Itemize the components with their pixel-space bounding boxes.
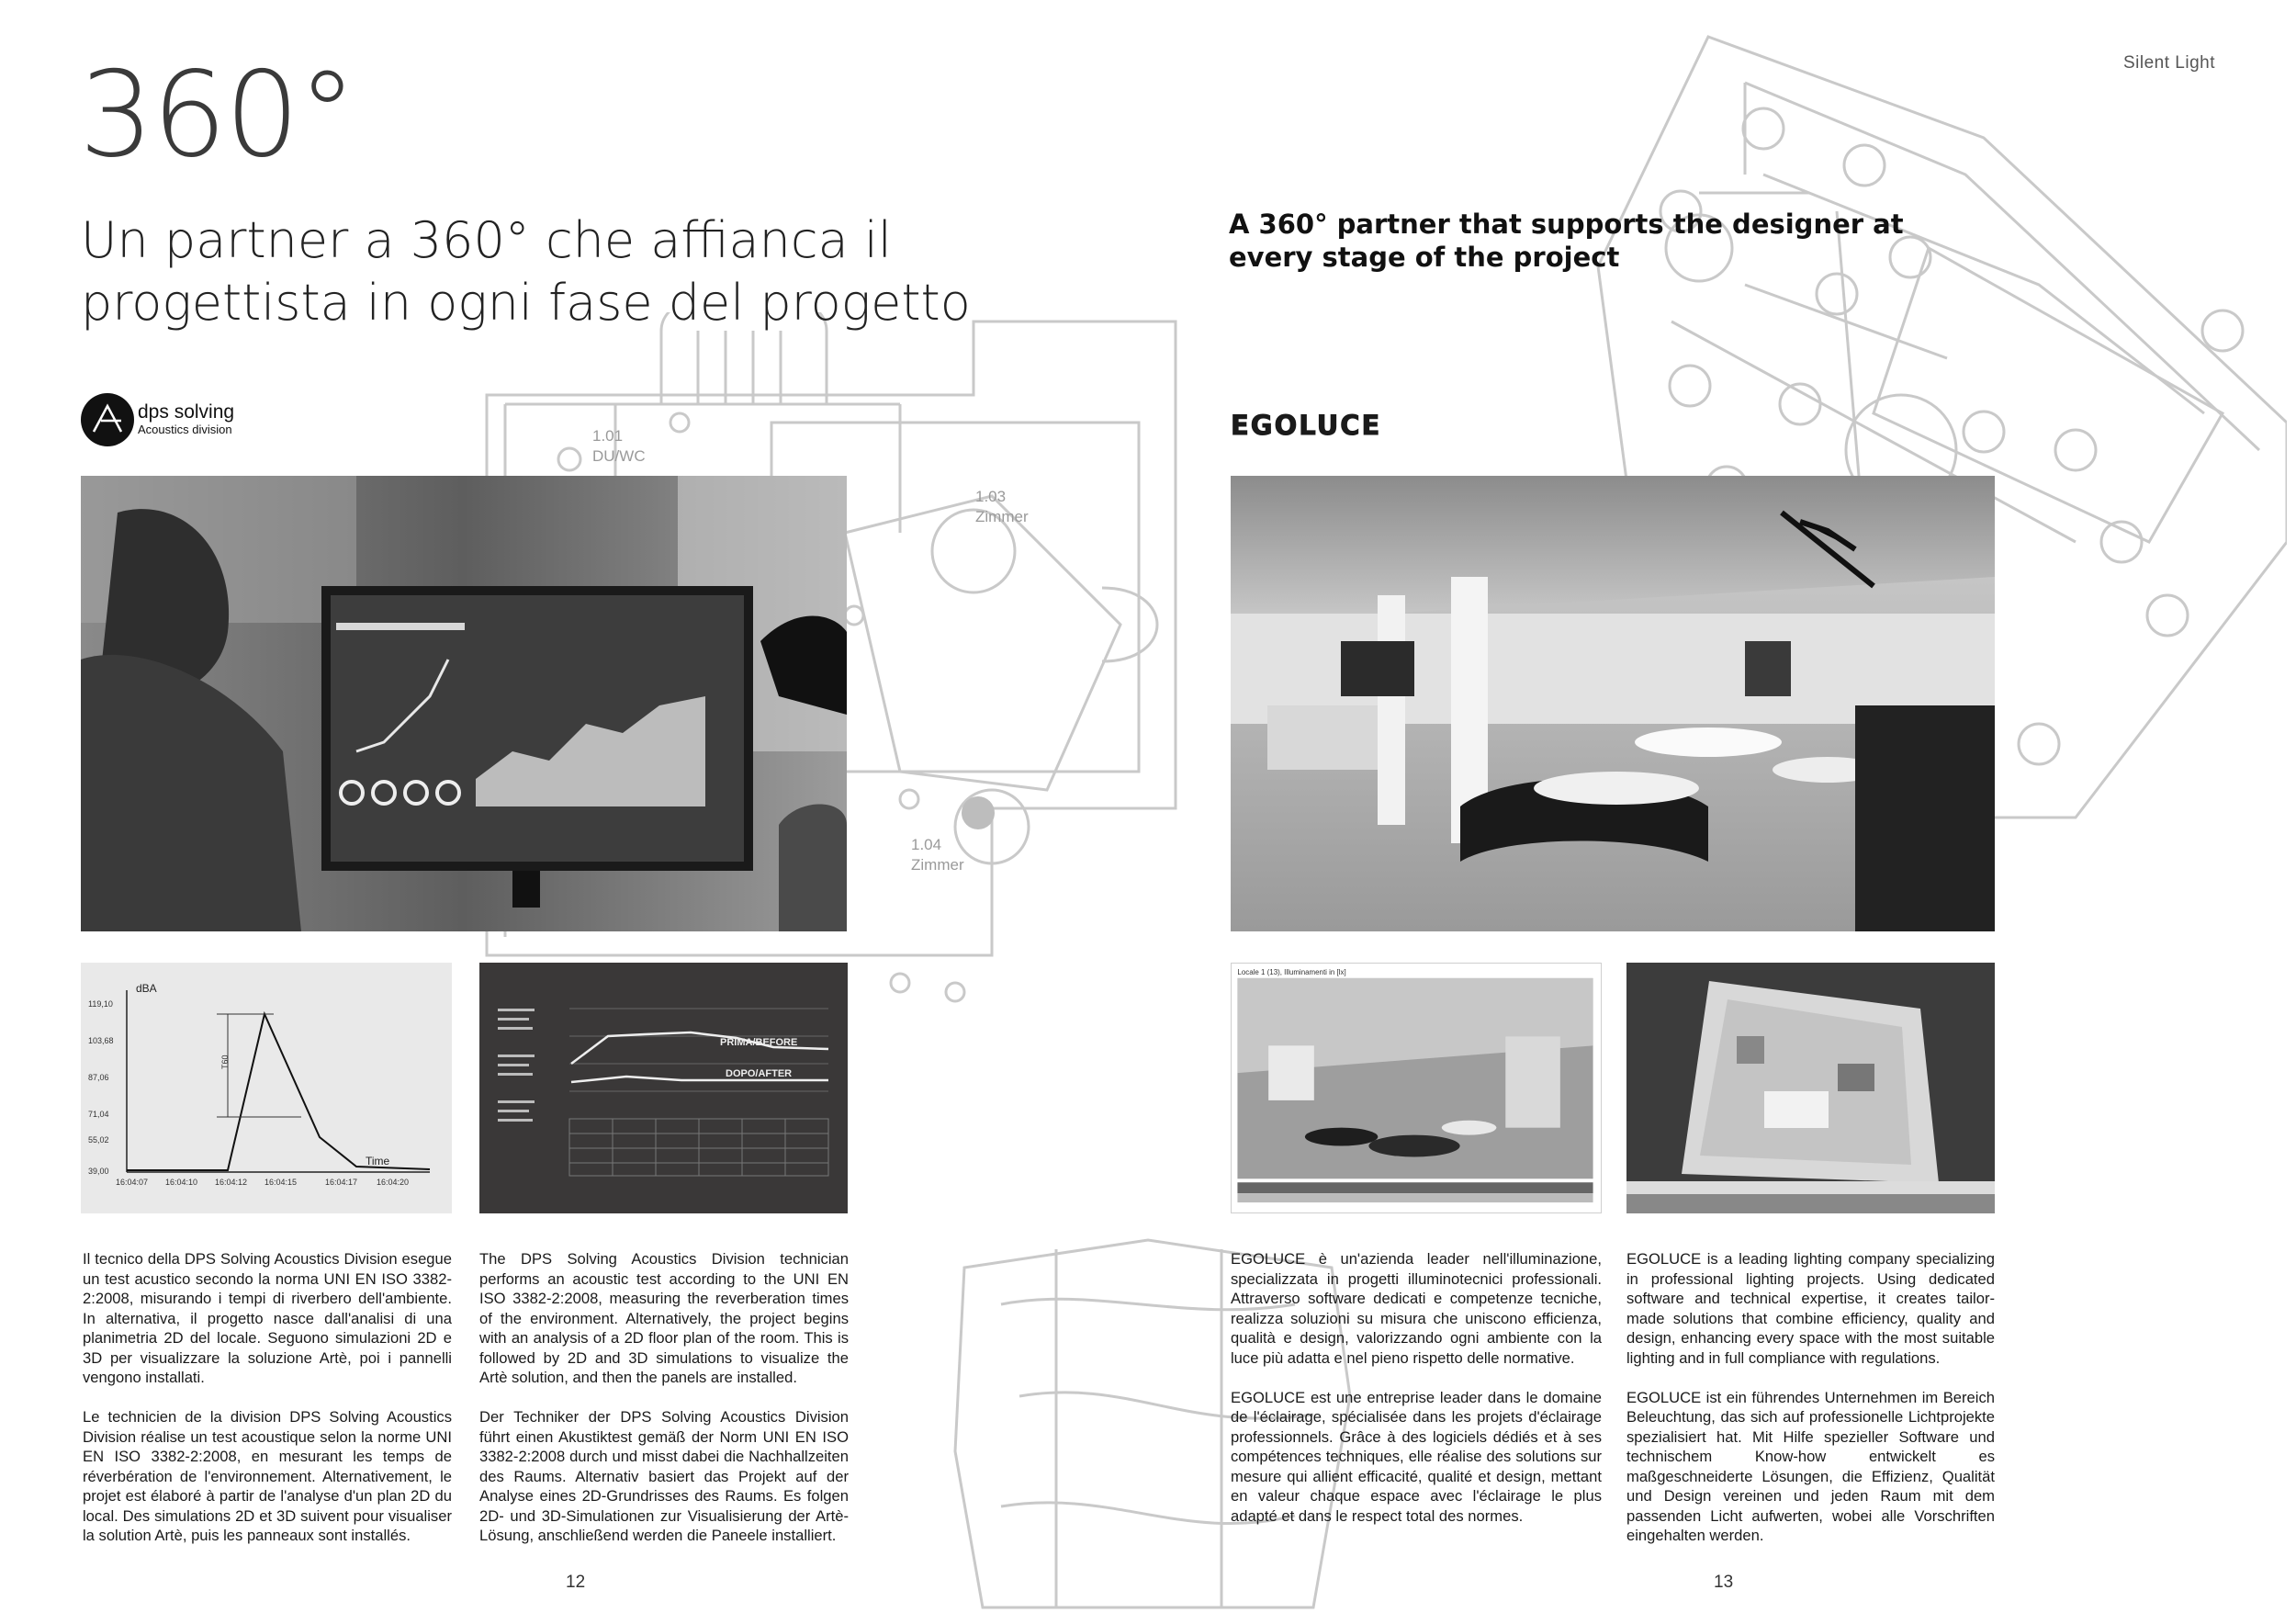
chart-y-tick: 119,10 [88,999,113,1009]
dps-logo-mark-icon [81,393,134,446]
plan-label-room1: 1.01 [592,427,624,445]
top-view-lighting-render [1626,963,1995,1213]
paragraph-english-egoluce: EGOLUCE is a leading lighting company specializing in professional lighting projects. Using dedicated software and technical expertise, it creates tailor-made solutions that combine efficiency, quality and design, enhancing every space with the most suitable lighting and in full compliance with regulations. [1626,1250,1995,1367]
showroom-lighting-render [1231,476,1995,931]
chart-y-tick: 55,02 [88,1135,109,1145]
plan-label-room3-name: Zimmer [911,856,964,874]
paragraph-italian-egoluce: EGOLUCE è un'azienda leader nell'illuminazione, specializzata in progetti illuminotecnici professionali. Attraverso software dedicati e competenze tecniche, realizza soluzioni su misura che uniscono efficienza, qualità e design, valorizzando ogni ambiente con la luce più adatta e nel pieno rispetto delle normative. [1231,1250,1602,1367]
chart-x-label: Time [366,1155,390,1167]
illuminance-render [1231,963,1602,1213]
reverberation-chart [81,963,452,1213]
paragraph-german-dps: Der Techniker der DPS Solving Acoustics Division führt einen Akustiktest gemäß der Norm UNI EN ISO 3382-2:2008 durch und misst dabei die Nachhallzeiten des Raums. Alternativ basiert das Projekt auf der Analyse eines 2D-Grundrisses des Raums. Es folgen 2D- und 3D-Simulationen zur Visualisierung der Artè-Lösung, anschließend werden die Paneele installiert. [479,1408,849,1544]
paragraph-german-egoluce: EGOLUCE ist ein führendes Unternehmen im Bereich Beleuchtung, das sich auf professionelle Lichtprojekte spezialisiert hat. Mit Hilfe spezieller Software und technischem Know-how entwickelt es maßgeschneiderte Lösungen, die Effizienz, Qualität und Design vereinen und jeden Raum mit dem passenden Licht aufwerten, wobei alle Vorschriften eingehalten werden. [1626,1388,1995,1544]
paragraph-french-egoluce: EGOLUCE est une entreprise leader dans le domaine de l'éclairage, spécialisée dans les projets d'éclairage professionnels. Grâce à des logiciels dédiés et à ses compétences techniques, elle réalise des solutions sur mesure qui allient efficacité, qualité et design, mettant en valeur chaque espace avec l'éclairage le plus adapté et dans le respect total des normes. [1231,1388,1602,1525]
page-number-left: 12 [566,1573,586,1592]
paragraph-italian-dps: Il tecnico della DPS Solving Acoustics Division esegue un test acustico secondo la norma UNI EN ISO 3382-2:2008, misurando i tempi di riverbero dell'ambiente. In alternativa, il progetto nasce dall'analisi di una planimetria 2D del locale. Seguono simulazioni 2D e 3D per visualizzare la soluzione Artè, poi i pannelli vengono installati. [83,1250,452,1386]
plan-label-room1-name: DU/WC [592,447,646,465]
chart-y-tick: 39,00 [88,1167,109,1176]
dps-logo-subtitle: Acoustics division [138,423,232,436]
chart-x-tick: 16:04:17 [325,1178,358,1187]
publication-brand: Silent Light [2122,53,2215,73]
before-after-comparison [479,963,848,1213]
headline-italian: Un partner a 360° che affianca il progettista in ogni fase del progetto [81,211,971,332]
page-number-right: 13 [1714,1573,1734,1592]
section-title: 360° [79,47,355,184]
plan-label-room2-name: Zimmer [975,508,1029,525]
chart-x-tick: 16:04:20 [377,1178,410,1187]
dps-solving-logo [81,393,234,446]
chart-marker-label: T60 [220,1054,230,1069]
paragraph-english-dps: The DPS Solving Acoustics Division technician performs an acoustic test according to the UNI EN ISO 3382-2:2008, measuring the reverberation times of the environment. Alternatively, the project begins with an analysis of a 2D floor plan of the room. This is followed by 2D and 3D simulations to visualize the Artè solution, and then the panels are installed. [479,1250,849,1386]
chart-y-tick: 103,68 [88,1036,114,1045]
text-column-english-german-egoluce [1626,1249,1995,1546]
chart-y-tick: 87,06 [88,1073,109,1082]
chart-x-tick: 16:04:10 [165,1178,198,1187]
text-column-italian-french [83,1249,452,1546]
text-column-english-german [479,1249,849,1546]
chart-y-tick: 71,04 [88,1110,109,1119]
before-label: PRIMA/BEFORE [720,1037,798,1048]
chart-x-tick: 16:04:15 [264,1178,298,1187]
acoustic-analysis-photo [81,476,847,931]
render-caption: Locale 1 (13), Illuminamenti in [lx] [1237,967,1346,976]
dps-logo-name: dps solving [138,401,235,423]
plan-label-room2: 1.03 [975,488,1007,505]
egoluce-logo: EGOLUCE [1231,410,1382,441]
after-label: DOPO/AFTER [726,1068,793,1079]
paragraph-french-dps: Le technicien de la division DPS Solving Acoustics Division réalise un test acoustique selon la norme UNI EN ISO 3382-2:2008, en mesurant les temps de réverbération de l'environnement. Alternativement, le projet est élaboré à partir de l'analyse d'un plan 2D du local. Des simulations 2D et 3D suivent pour visualiser la solution Artè, puis les panneaux sont installés. [83,1408,452,1544]
reverberation-curve [127,1014,430,1170]
chart-x-tick: 16:04:12 [215,1178,248,1187]
chart-y-unit: dBA [136,982,157,995]
chart-x-tick: 16:04:07 [116,1178,149,1187]
plan-label-room3: 1.04 [911,836,942,853]
text-column-italian-french-egoluce [1231,1249,1602,1526]
headline-english: A 360° partner that supports the designer at every stage of the project [1229,209,1904,273]
